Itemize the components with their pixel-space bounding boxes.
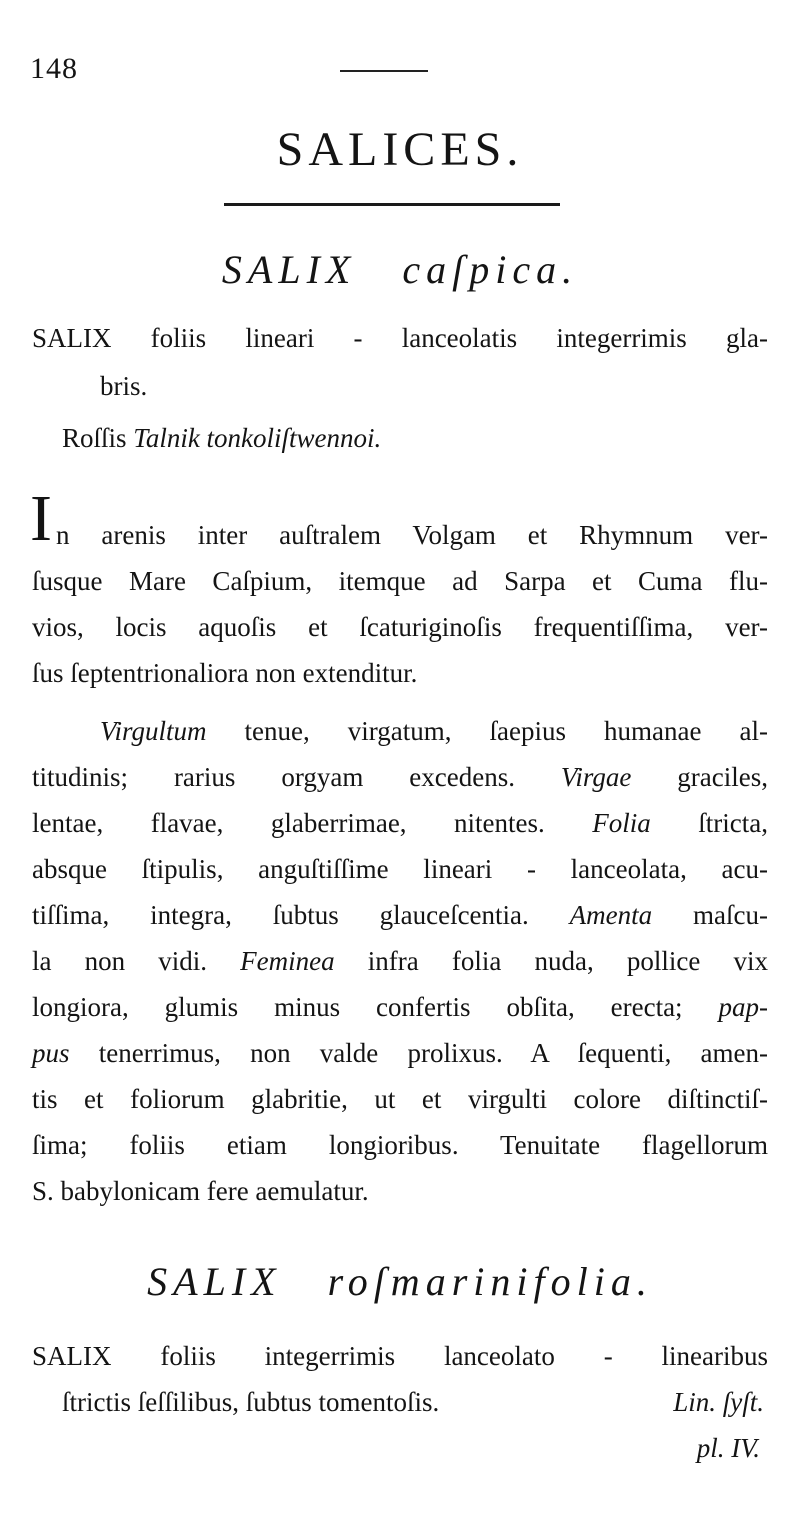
italic-term: Virgae <box>560 762 632 792</box>
text-segment: tenerrimus, non valde prolixus. A ſequenti, amen- <box>69 1038 768 1068</box>
habitat-line: ſus ſeptentrionaliora non extenditur. <box>32 658 418 688</box>
diagnosis-line: SALIX foliis integerrimis lanceolato - linearibus <box>32 1341 768 1371</box>
description-line <box>32 853 768 885</box>
italic-term: pus <box>32 1038 70 1068</box>
text-segment: absque ſtipulis, anguſtiſſime lineari - lanceolata, acu- <box>32 854 768 884</box>
literature-reference: pl. IV. <box>696 1433 760 1463</box>
habitat-line: n arenis inter auſtralem Volgam et Rhymnum ver- <box>56 520 768 550</box>
italic-term: Virgultum <box>100 716 207 746</box>
description-line <box>32 1129 768 1161</box>
text-segment: tenue, virgatum, ſaepius humanae al- <box>206 716 768 746</box>
text-segment: infra folia nuda, pollice vix <box>334 946 768 976</box>
description-line <box>32 1037 768 1069</box>
text-segment: tiſſima, integra, ſubtus glauceſcentia. <box>32 900 570 930</box>
header-rule <box>340 70 428 72</box>
description-line <box>32 761 768 793</box>
species-genus: SALIX <box>221 247 357 292</box>
italic-term: Feminea <box>240 946 335 976</box>
diagnosis-line: bris. <box>100 371 148 401</box>
text-segment: longiora, glumis minus confertis obſita, erecta; <box>32 992 719 1022</box>
species-genus: SALIX <box>147 1259 282 1304</box>
description-line <box>32 1175 768 1207</box>
drop-cap: I <box>30 482 52 555</box>
vernacular-name-line <box>62 422 768 454</box>
title-rule <box>224 203 560 206</box>
text-segment: graciles, <box>631 762 768 792</box>
species-heading-caspica <box>0 246 800 293</box>
page-number: 148 <box>30 52 78 85</box>
habitat-line: vios, locis aquoſis et ſcaturiginoſis frequentiſſima, ver- <box>32 612 768 642</box>
text-segment: S. babylonicam fere aemulatur. <box>32 1176 369 1206</box>
italic-term: Folia <box>592 808 651 838</box>
text-segment: tis et foliorum glabritie, ut et virgulti colore diſtinctiſ- <box>32 1084 768 1114</box>
description-line <box>32 807 768 839</box>
habitat-line: ſusque Mare Caſpium, itemque ad Sarpa et Cuma flu- <box>32 566 768 596</box>
description-line <box>100 715 768 747</box>
species-epithet: caſpica. <box>402 247 579 292</box>
diagnosis-line: SALIX foliis lineari - lanceolatis integerrimis gla- <box>32 323 768 353</box>
description-line <box>32 991 768 1023</box>
text-segment: la non vidi. <box>32 946 241 976</box>
text-segment: ſtricta, <box>650 808 768 838</box>
italic-term: Amenta <box>569 900 653 930</box>
vernacular-prefix: Roſſis <box>62 423 127 453</box>
description-line <box>32 899 768 931</box>
text-segment: ſima; foliis etiam longioribus. Tenuitate flagellorum <box>32 1130 768 1160</box>
text-segment: titudinis; rarius orgyam excedens. <box>32 762 561 792</box>
literature-reference: Lin. ſyſt. <box>673 1387 764 1417</box>
text-segment: maſcu- <box>652 900 769 930</box>
section-title: SALICES. <box>276 123 524 176</box>
text-segment: lentae, flavae, glaberrimae, nitentes. <box>32 808 593 838</box>
diagnosis-line: ſtrictis ſeſſilibus, ſubtus tomentoſis. <box>62 1387 440 1417</box>
description-line <box>32 1083 768 1115</box>
vernacular-name: Talnik tonkoliſtwennoi. <box>133 423 382 453</box>
species-epithet: roſmarinifolia. <box>327 1259 653 1304</box>
species-heading-rosmarinifolia <box>0 1258 800 1305</box>
italic-term: pap- <box>718 992 768 1022</box>
description-line <box>32 945 768 977</box>
